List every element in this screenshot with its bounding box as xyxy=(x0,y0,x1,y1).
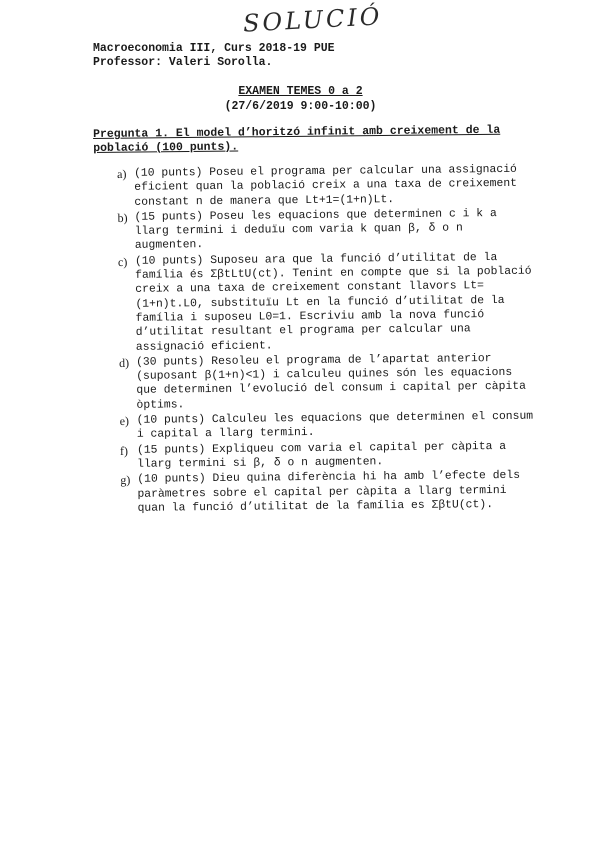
list-item xyxy=(118,250,539,354)
item-letter: b) xyxy=(117,210,128,225)
course-line: Macroeconomia III, Curs 2018-19 PUE xyxy=(93,42,335,55)
exam-date: (27/6/2019 9:00-10:00) xyxy=(224,100,377,113)
item-text: (10 punts) Dieu quina diferència hi ha amb l’efecte dels paràmetres sobre el capital per càpita a llarg termini quan la funció d’utilitat de la família es ΣβtU(ct). xyxy=(137,470,521,515)
item-letter: c) xyxy=(117,254,128,269)
handwritten-solution-note: SOLUCIÓ xyxy=(242,2,384,38)
item-letter: g) xyxy=(120,473,131,488)
item-text: (10 punts) Suposeu ara que la funció d’utilitat de la família és ΣβtLtU(ct). Tenint en compte que si la població creix a una taxa de creixement constant llavors Lt=(1+n)t.L0, substituïu Lt en la funció d’utilitat de la família i suposeu L0=1. Escriviu amb la nova funció d’utilitat resultant el programa per calcular una assignació eficient. xyxy=(134,251,532,354)
item-letter: a) xyxy=(117,166,127,181)
list-item xyxy=(120,439,540,472)
list-item xyxy=(117,163,537,210)
item-text: (30 punts) Resoleu el programa de l’apartat anterior (suposant β(1+n)<1) i calculeu quines són les equacions que determinen l’evolució del consum i capital per càpita òptims. xyxy=(135,352,527,412)
item-letter: e) xyxy=(119,413,130,429)
professor-line: Professor: Valeri Sorolla. xyxy=(93,56,273,69)
list-item xyxy=(119,351,540,413)
question-title: Pregunta 1. El model d’horitzó infinit amb creixement de la població (100 punts). xyxy=(93,123,501,155)
item-text: (15 punts) Expliqueu com varia el capital per càpita a llarg termini si β, δ o n augmenten. xyxy=(136,440,507,471)
item-letter: f) xyxy=(119,443,129,458)
item-letter: d) xyxy=(118,355,130,370)
item-text: (10 punts) Calculeu les equacions que determinen el consum i capital a llarg termini. xyxy=(136,410,534,442)
exam-title: EXAMEN TEMES 0 a 2 xyxy=(238,85,363,98)
list-item xyxy=(117,206,537,253)
item-text: (15 punts) Poseu les equacions que determinen c i k a llarg termini i deduïu com varia k quan β, δ o n augmenten. xyxy=(134,207,497,253)
list-item xyxy=(120,469,540,516)
item-text: (10 punts) Poseu el programa per calcular una assignació eficient quan la població creix a una taxa de creixement constant n de manera que Lt+1=(1+n)Lt. xyxy=(134,163,518,209)
list-item xyxy=(120,410,540,443)
question-items xyxy=(117,163,541,518)
